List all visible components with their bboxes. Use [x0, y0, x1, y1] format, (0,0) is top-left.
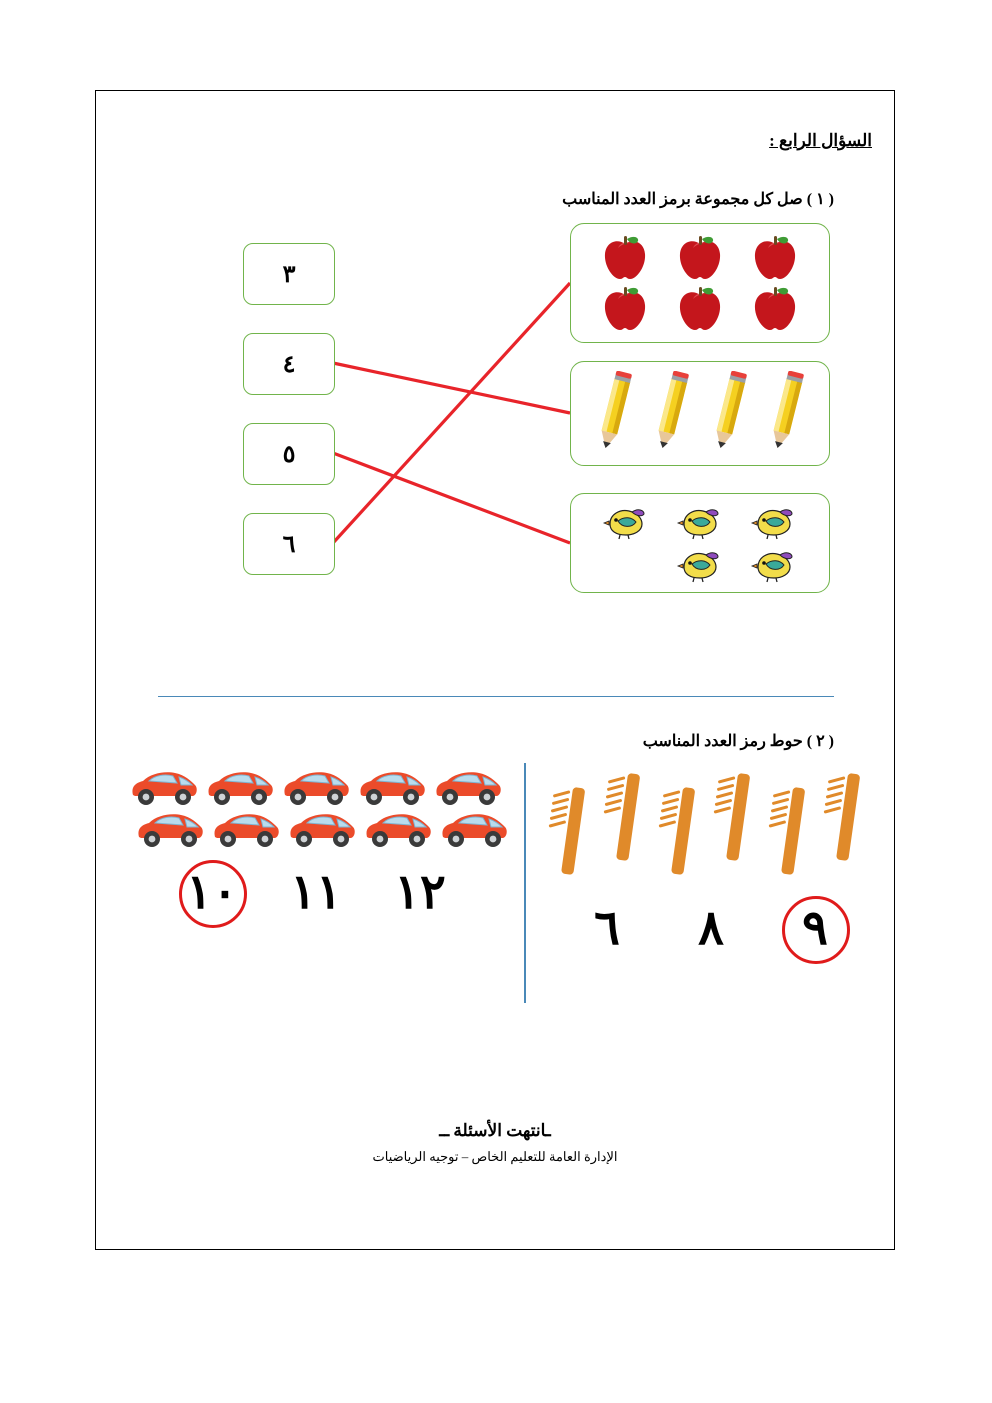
comb-icon	[601, 763, 656, 873]
circle-exercise	[96, 763, 896, 1013]
car-icon	[285, 805, 359, 851]
end-note: ـانتهت الأسئلة ــ	[439, 1121, 551, 1140]
comb-icon	[711, 763, 766, 873]
comb-icon	[546, 777, 601, 887]
car-icon	[203, 763, 277, 809]
combs-panel	[546, 763, 876, 959]
comb-icon	[821, 763, 876, 873]
number-label: ٤	[282, 351, 296, 378]
pencil-icon	[651, 371, 691, 457]
number-label: ٣	[282, 261, 296, 288]
apple-icon	[738, 283, 813, 334]
apple-icon	[587, 283, 662, 334]
number-box-1[interactable]	[243, 243, 335, 305]
number-box-2[interactable]	[243, 333, 335, 395]
worksheet-frame	[95, 90, 895, 1250]
number-box-4[interactable]	[243, 513, 335, 575]
bird-icon	[663, 500, 737, 543]
bird-spacer	[589, 543, 663, 586]
combs-row-1	[546, 763, 876, 887]
number-box-3[interactable]	[243, 423, 335, 485]
apple-icon	[662, 232, 737, 283]
car-icon	[209, 805, 283, 851]
choice-10-selected[interactable]: ١٠	[181, 861, 243, 923]
choice-8[interactable]: ٨	[698, 902, 724, 955]
apple-icon	[738, 232, 813, 283]
pencil-icon	[766, 371, 806, 457]
comb-icon	[766, 777, 821, 887]
combs-choices	[546, 897, 876, 959]
car-icon	[279, 763, 353, 809]
car-icon	[431, 763, 505, 809]
pencil-icon	[594, 371, 634, 457]
number-label: ٥	[282, 441, 296, 468]
vertical-divider	[524, 763, 526, 1003]
car-icon	[355, 763, 429, 809]
choice-9-selected[interactable]: ٩	[784, 897, 846, 959]
cars-panel	[116, 763, 516, 923]
apple-icon	[662, 283, 737, 334]
car-icon	[361, 805, 435, 851]
pencils-group-box[interactable]	[570, 361, 830, 466]
choice-12[interactable]: ١٢	[394, 866, 446, 919]
bird-icon	[589, 500, 663, 543]
page-title: السؤال الرابع :	[769, 131, 872, 150]
apple-icon	[587, 232, 662, 283]
car-icon	[437, 805, 511, 851]
bird-icon	[663, 543, 737, 586]
comb-icon	[656, 777, 711, 887]
car-icon	[127, 763, 201, 809]
cars-row-1	[116, 763, 516, 809]
choice-6[interactable]: ٦	[594, 902, 620, 955]
choice-11[interactable]: ١١	[290, 866, 342, 919]
part2-instruction: ( ٢ ) حوط رمز العدد المناسب	[642, 733, 834, 750]
birds-group-box[interactable]	[570, 493, 830, 593]
section-divider	[158, 696, 834, 697]
car-icon	[133, 805, 207, 851]
bird-icon	[737, 543, 811, 586]
part1-instruction: ( ١ ) صل كل مجموعة برمز العدد المناسب	[562, 191, 834, 208]
bird-icon	[737, 500, 811, 543]
pencil-icon	[709, 371, 749, 457]
cars-choices	[116, 861, 516, 923]
number-label: ٦	[282, 531, 296, 558]
matching-exercise	[96, 221, 896, 641]
apples-group-box[interactable]	[570, 223, 830, 343]
cars-row-2	[116, 805, 516, 851]
department-line: الإدارة العامة للتعليم الخاص – توجيه الرياضيات	[372, 1149, 618, 1164]
